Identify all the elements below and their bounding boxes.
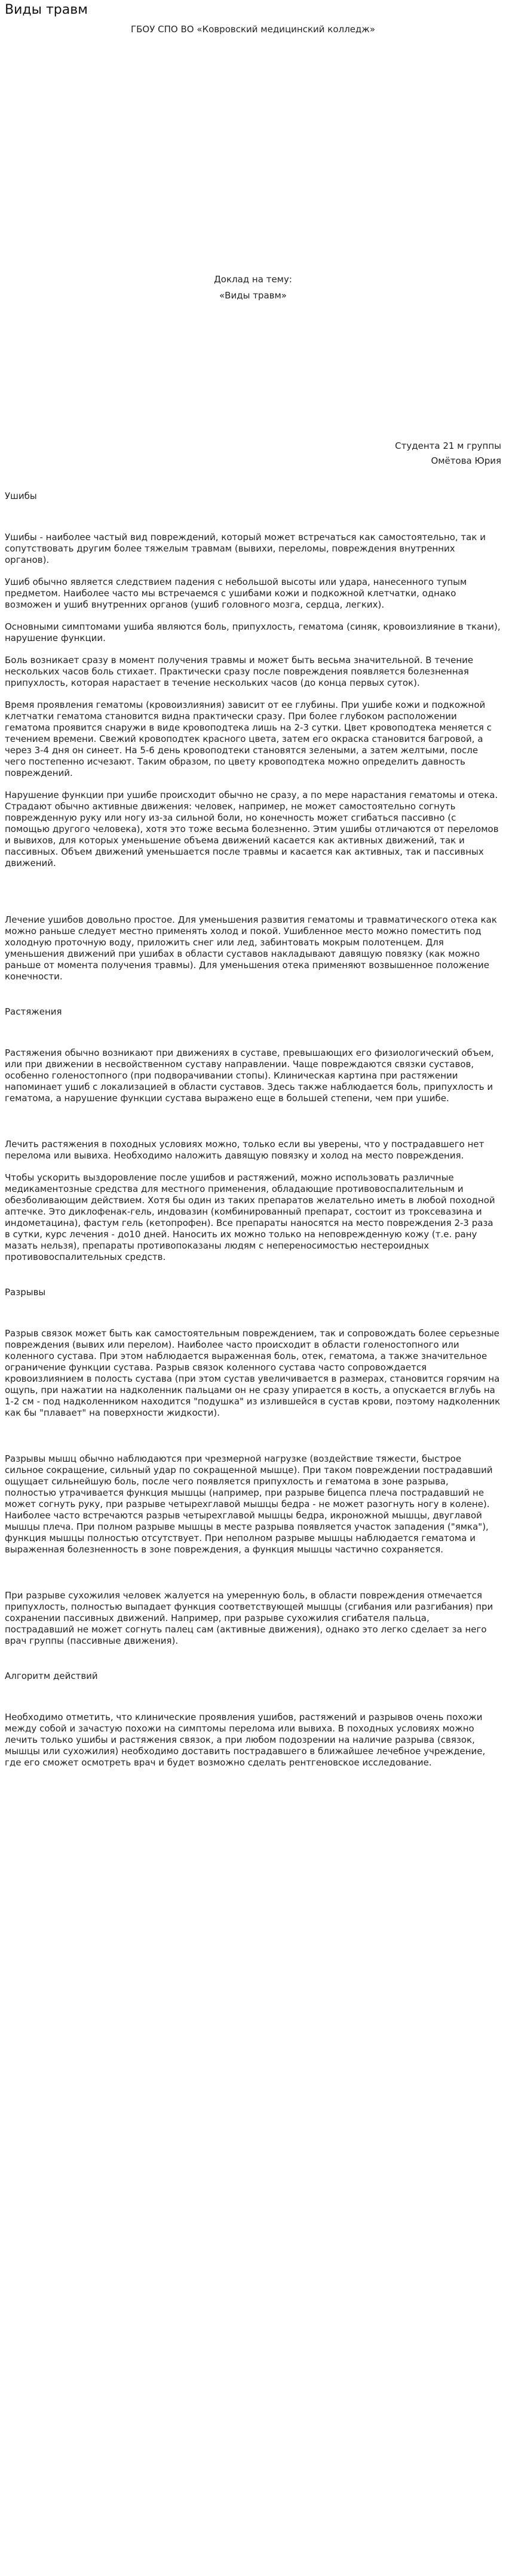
spacer [5,35,501,274]
paragraph: Чтобы ускорить выздоровление после ушибов и растяжений, можно использовать различные медикаментозные средства для местного применения, обладающие противовоспалительным и обезболивающим действием. Хотя бы один из таких препаратов желательно иметь в любой походной аптечке. Это диклофенак-гель, индовазин (комбинированный препарат, состоит из троксевазина и индометацина), фастум гель (кетопрофен). Все препараты наносятся на место повреждения 2-3 раза в сутки, курс лечения - до10 дней. Наносить их можно только на неповрежденную кожу (т.е. рану мазать нельзя), препараты противопоказаны людям с непереносимостью нестероидных противовоспалительных средств. [5,1172,495,1262]
section-title-ruptures: Разрывы [5,1287,46,1298]
paragraph: Лечить растяжения в походных условиях можно, только если вы уверены, что у пострадавшего нет перелома или вывиха. Необходимо наложить давящую повязку и холод на место повреждения. [5,1139,484,1161]
college-header: ГБОУ СПО ВО «Ковровский медицинский колледж» [130,24,375,35]
spacer [5,1429,501,1453]
paragraph: Боль возникает сразу в момент получения травмы и может быть весьма значительной. В течение нескольких часов боль стихает. Практически сразу после повреждения появляется болезненная припухлость, которая нарастает в течение нескольких часов (до конца первых суток). [5,655,474,688]
paragraph: Ушибы - наиболее частый вид повреждений, который может встречаться как самостоятельно, так и сопутствовать другим более тяжелым травмам (вывихи, переломы, повреждения внутренних органов). [5,532,486,565]
paragraph: Разрывы мышц обычно наблюдаются при чрезмерной нагрузке (воздействие тяжести, быстрое сильное сокращение, сильный удар по сокращенной мышце). При таком повреждении пострадавший ощущает сильнейшую боль, после чего появляется припухлость и гематома в зоне разрыва, полностью утрачивается функция мышцы (например, при разрыве бицепса плеча пострадавший не может согнуть руку, при разрыве четырехглавой мышцы бедра - не может разогнуть ногу в колене). Наиболее часто встречаются разрыв четырехглавой мышцы бедра, икроножной мышцы, двуглавой мышцы плеча. При полном разрыве мышцы в месте разрыва появляется участок западения ("ямка"), функция мышцы полностью отсутствует. При неполном разрыве мышцы наблюдается гематома и выраженная болезненность в зоне повреждения, а функция мышцы частично сохраняется. [5,1453,493,1555]
paragraph: Основными симптомами ушиба являются боль, припухлость, гематома (синяк, кровоизлияние в ткани), нарушение функции. [5,621,501,643]
paragraph: Нарушение функции при ушибе происходит обычно не сразу, а по мере нарастания гематомы и отека. Страдают обычно активные движения: человек, например, не может самостоятельно согнуть поврежденную руку или ногу из-за сильной боли, но конечность может сгибаться пассивно (с помощью другого человека), хотя это тоже весьма болезненно. Этим ушибы отличаются от переломов и вывихов, для которых уменьшение объема движений касается как активных движений, так и пассивных. Объем движений уменьшается после травмы и касается как активных, так и пассивных движений. [5,790,499,868]
spacer [5,1566,501,1590]
section-title-algorithm: Алгоритм действий [5,1671,98,1681]
document-body [5,24,501,1779]
paragraph: Лечение ушибов довольно простое. Для уменьшения развития гематомы и травматического отека как можно раньше следует местно применять холод и покой. Ушибленное место можно поместить под холодную проточную воду, приложить снег или лед, забинтовать мокрым полотенцем. Для уменьшения движений при ушибах в области суставов накладывают давящую повязку (как можно раньше от момента получения травмы). Для уменьшения отека применяют возвышенное положение конечности. [5,914,497,982]
spacer [5,306,501,440]
section-title-sprains: Растяжения [5,1006,62,1017]
paragraph: Необходимо отметить, что клинические проявления ушибов, растяжений и разрывов очень похожи между собой и зачастую похожи на симптомы перелома или вывиха. В походных условиях можно лечить только ушибы и растяжения связок, а при любом подозрении на наличие разрыва (связок, мышцы или сухожилия) необходимо доставить пострадавшего в ближайшее лечебное учреждение, где его сможет осмотреть врач и будет возможно сделать рентгеновское исследование. [5,1712,486,1768]
spacer [5,1115,501,1139]
paragraph: При разрыве сухожилия человек жалуется на умеренную боль, в области повреждения отмечается припухлость, полностью выпадает функция соответствующей мышцы (сгибания или разгибания) при сохранении пассивных движений. Например, при разрыве сухожилия сгибателя пальца, пострадавший не может согнуть палец сам (активные движения), однако это легко сделает за него врач группы (пассивные движения). [5,1590,493,1646]
author-name: Омётова Юрия [431,455,501,466]
spacer [5,880,501,914]
page-title: Виды травм [5,2,88,17]
paragraph: Разрыв связок может быть как самостоятельным повреждением, так и сопровождать более серьезные повреждения (вывих или перелом). Наиболее часто происходит в области голеностопного или коленного сустава. При этом наблюдается выраженная боль, отек, гематома, а также значительное ограничение функции сустава. Разрыв связок коленного сустава часто сопровождается кровоизлиянием в полость сустава (при этом сустав увеличивается в размерах, становится горячим на ощупь, при нажатии на надколенник пальцами он не сразу упирается в кость, а опускается вглубь на 1-2 см - под надколенником находится "подушка" из излившейся в сустав крови, поэтому надколенник как бы "плавает" на поверхности жидкости). [5,1328,501,1418]
report-topic: «Виды травм» [219,290,287,301]
report-label: Доклад на тему: [214,274,292,285]
author-group: Студента 21 м группы [395,440,501,451]
paragraph: Время проявления гематомы (кровоизлияния) зависит от ее глубины. При ушибе кожи и подкожной клетчатки гематома становится видна практически сразу. При более глубоком расположении гематома проявится снаружи в виде кровоподтека лишь на 2-3 сутки. Цвет кровоподтека меняется с течением времени. Свежий кровоподтек красного цвета, затем его окраска становится багровой, а через 3-4 дня он синеет. На 5-6 день кровоподтеки становятся зелеными, а затем желтыми, после чего постепенно исчезают. Таким образом, по цвету кровоподтека можно определить давность повреждений. [5,700,492,778]
paragraph: Ушиб обычно является следствием падения с небольшой высоты или удара, нанесенного тупым предметом. Наиболее часто мы встречаемся с ушибами кожи и подкожной клетчатки, однако возможен и ушиб внутренних органов (ушиб головного мозга, сердца, легких). [5,577,467,610]
section-title-bruises: Ушибы [5,491,37,501]
paragraph: Растяжения обычно возникают при движениях в суставе, превышающих его физиологический объем, или при движении в несвойственном суставу направлении. Чаще повреждаются связки суставов, особенно голеностопного (при подворачивании стопы). Клиническая картина при растяжении напоминает ушиб с локализацией в области суставов. Здесь также наблюдается боль, припухлость и гематома, а нарушение функции сустава выражено еще в большей степени, чем при ушибе. [5,1047,494,1104]
